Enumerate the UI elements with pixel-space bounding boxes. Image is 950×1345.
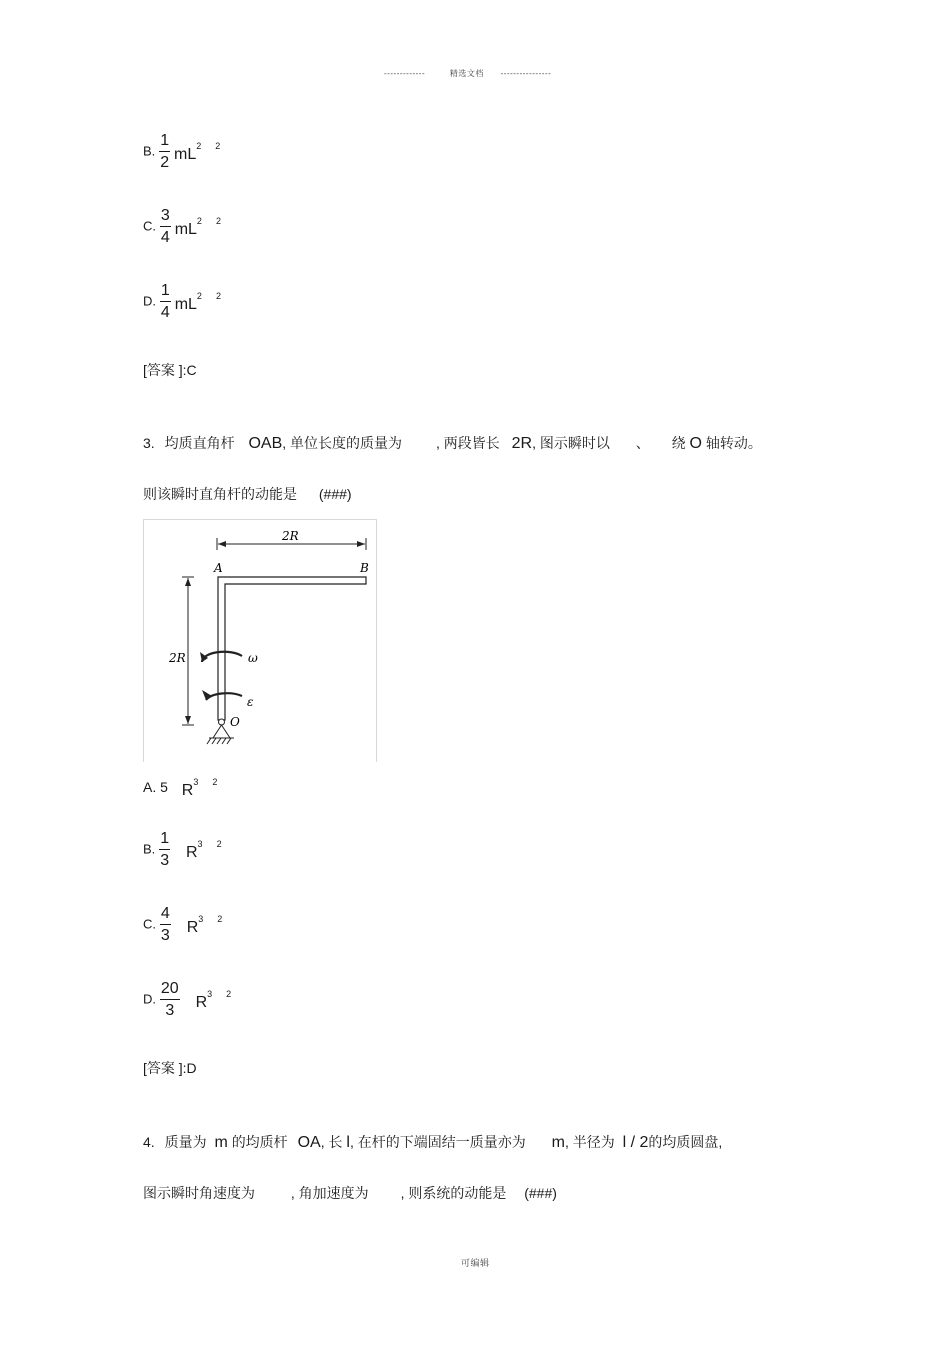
denominator: 3 bbox=[160, 852, 170, 869]
epsilon-arrowhead bbox=[202, 690, 212, 700]
term bbox=[182, 778, 218, 799]
stem-text: , 两段皆长 bbox=[435, 435, 500, 451]
term-body: R bbox=[181, 782, 194, 799]
term-body: R bbox=[195, 993, 208, 1011]
top-dim-label: 2R bbox=[282, 529, 299, 543]
numerator: 1 bbox=[159, 831, 170, 850]
fraction bbox=[160, 906, 171, 944]
stem-text: 绕 bbox=[671, 435, 686, 451]
denominator: 3 bbox=[165, 1002, 175, 1019]
superscript: 3 bbox=[207, 988, 213, 999]
term bbox=[196, 990, 232, 1011]
q2-option-c bbox=[143, 208, 221, 246]
superscript: 2 bbox=[196, 215, 202, 226]
dim-arrow-left bbox=[218, 541, 226, 547]
label-a: A bbox=[214, 561, 223, 575]
option-label: C. bbox=[143, 218, 156, 234]
fraction bbox=[160, 283, 171, 321]
stem-text: 、 bbox=[635, 435, 650, 451]
term-body: R bbox=[185, 843, 198, 861]
superscript: 2 bbox=[196, 140, 202, 151]
option-label: D. bbox=[143, 293, 156, 309]
omega-label: ω bbox=[248, 651, 258, 665]
superscript: 2 bbox=[215, 140, 221, 151]
hatch bbox=[217, 738, 221, 744]
stem-text: 的均质杆 bbox=[231, 1134, 288, 1150]
question-number: 4. bbox=[143, 1134, 155, 1150]
header-title: 精选文档 bbox=[449, 69, 484, 78]
superscript: 2 bbox=[196, 290, 202, 301]
superscript: 3 bbox=[198, 913, 204, 924]
superscript: 2 bbox=[217, 913, 223, 924]
term bbox=[175, 292, 221, 313]
dim-arrow-up bbox=[185, 578, 191, 586]
numerator: 1 bbox=[160, 283, 171, 302]
hatch bbox=[212, 738, 216, 744]
stem-text: 则该瞬时直角杆的动能是 bbox=[143, 486, 297, 502]
term-body: mL bbox=[174, 220, 197, 238]
term bbox=[174, 142, 220, 163]
q2-option-b bbox=[143, 133, 220, 171]
q3-stem-line2 bbox=[143, 484, 352, 504]
label-o: O bbox=[230, 715, 240, 729]
q3-option-d bbox=[143, 981, 231, 1019]
axis-name: O bbox=[689, 435, 702, 452]
stem-text: , 在杆的下端固结一质量亦为 bbox=[349, 1134, 526, 1150]
header-left-dashes: ------------- bbox=[384, 69, 426, 78]
term bbox=[175, 217, 221, 238]
pivot-support bbox=[213, 725, 230, 738]
q3-answer: [答案 ]:D bbox=[143, 1060, 197, 1076]
stem-text: , 单位长度的质量为 bbox=[282, 435, 403, 451]
q3-option-b bbox=[143, 831, 222, 869]
stem-text: , 角加速度为 bbox=[290, 1185, 369, 1201]
stem-text: , 半径为 bbox=[564, 1134, 615, 1150]
fraction bbox=[160, 208, 171, 246]
q3-option-c bbox=[143, 906, 222, 944]
mass-symbol: m bbox=[214, 1134, 228, 1151]
term-body: R bbox=[186, 918, 199, 936]
dim-arrow-down bbox=[185, 716, 191, 724]
fraction bbox=[160, 981, 180, 1019]
q4-stem-line1 bbox=[143, 1132, 722, 1152]
term-body: mL bbox=[174, 295, 197, 313]
q2-option-d bbox=[143, 283, 221, 321]
stem-text: 轴转动。 bbox=[705, 435, 762, 451]
fraction bbox=[159, 831, 170, 869]
header-right-dashes: ---------------- bbox=[500, 69, 552, 78]
numerator: 4 bbox=[160, 906, 171, 925]
object-name: OA bbox=[297, 1134, 321, 1151]
question-number: 3. bbox=[143, 435, 155, 451]
option-label: C. bbox=[143, 916, 156, 932]
q3-stem-line1 bbox=[143, 433, 762, 453]
stem-text: , 图示瞬时以 bbox=[532, 435, 610, 451]
stem-text: 图示瞬时角速度为 bbox=[143, 1185, 255, 1201]
page-header bbox=[384, 68, 551, 79]
dim-arrow-right bbox=[357, 541, 365, 547]
q4-stem-line2 bbox=[143, 1183, 557, 1203]
hatch bbox=[222, 738, 226, 744]
term bbox=[186, 840, 222, 861]
superscript: 2 bbox=[212, 777, 218, 787]
length-symbol: l bbox=[346, 1134, 350, 1151]
numerator: 3 bbox=[160, 208, 171, 227]
stem-text: , 长 bbox=[320, 1134, 343, 1150]
rod-oab bbox=[218, 577, 366, 720]
hatch bbox=[227, 738, 231, 744]
denominator: 2 bbox=[160, 154, 170, 171]
length-value: 2R bbox=[511, 435, 533, 452]
superscript: 2 bbox=[216, 838, 222, 849]
right-angle-rod-diagram bbox=[144, 520, 376, 762]
side-dim-label: 2R bbox=[169, 651, 186, 665]
q2-answer: [答案 ]:C bbox=[143, 362, 197, 378]
q3-figure bbox=[143, 519, 377, 762]
option-label: D. bbox=[143, 991, 156, 1007]
superscript: 2 bbox=[226, 988, 232, 999]
stem-text: 均质直角杆 bbox=[164, 435, 235, 451]
term-body: mL bbox=[173, 145, 197, 163]
option-label: A. 5 bbox=[143, 779, 168, 796]
superscript: 3 bbox=[197, 838, 203, 849]
fraction bbox=[159, 133, 170, 171]
object-name: OAB bbox=[248, 435, 283, 452]
denominator: 4 bbox=[160, 304, 170, 321]
superscript: 3 bbox=[193, 777, 199, 787]
stem-text: 的均质圆盘, bbox=[648, 1134, 723, 1150]
numerator: 1 bbox=[159, 133, 170, 152]
radius-value: l / 2 bbox=[622, 1134, 649, 1151]
answer-blank: (###) bbox=[524, 1185, 557, 1201]
term bbox=[187, 915, 223, 936]
stem-text: , 则系统的动能是 bbox=[400, 1185, 507, 1201]
epsilon-label: ε bbox=[247, 695, 254, 709]
stem-text: 质量为 bbox=[164, 1134, 207, 1150]
numerator: 20 bbox=[160, 981, 180, 1000]
denominator: 3 bbox=[160, 927, 170, 944]
denominator: 4 bbox=[160, 229, 170, 246]
label-b: B bbox=[360, 561, 369, 575]
mass-symbol: m bbox=[551, 1134, 565, 1151]
option-label: B. bbox=[143, 841, 156, 857]
hatch bbox=[207, 738, 211, 744]
page-footer: 可编辑 bbox=[461, 1258, 490, 1268]
superscript: 2 bbox=[215, 215, 221, 226]
answer-blank: (###) bbox=[318, 486, 352, 502]
superscript: 2 bbox=[215, 290, 221, 301]
option-label: B. bbox=[143, 143, 156, 159]
q3-option-a bbox=[143, 778, 217, 799]
